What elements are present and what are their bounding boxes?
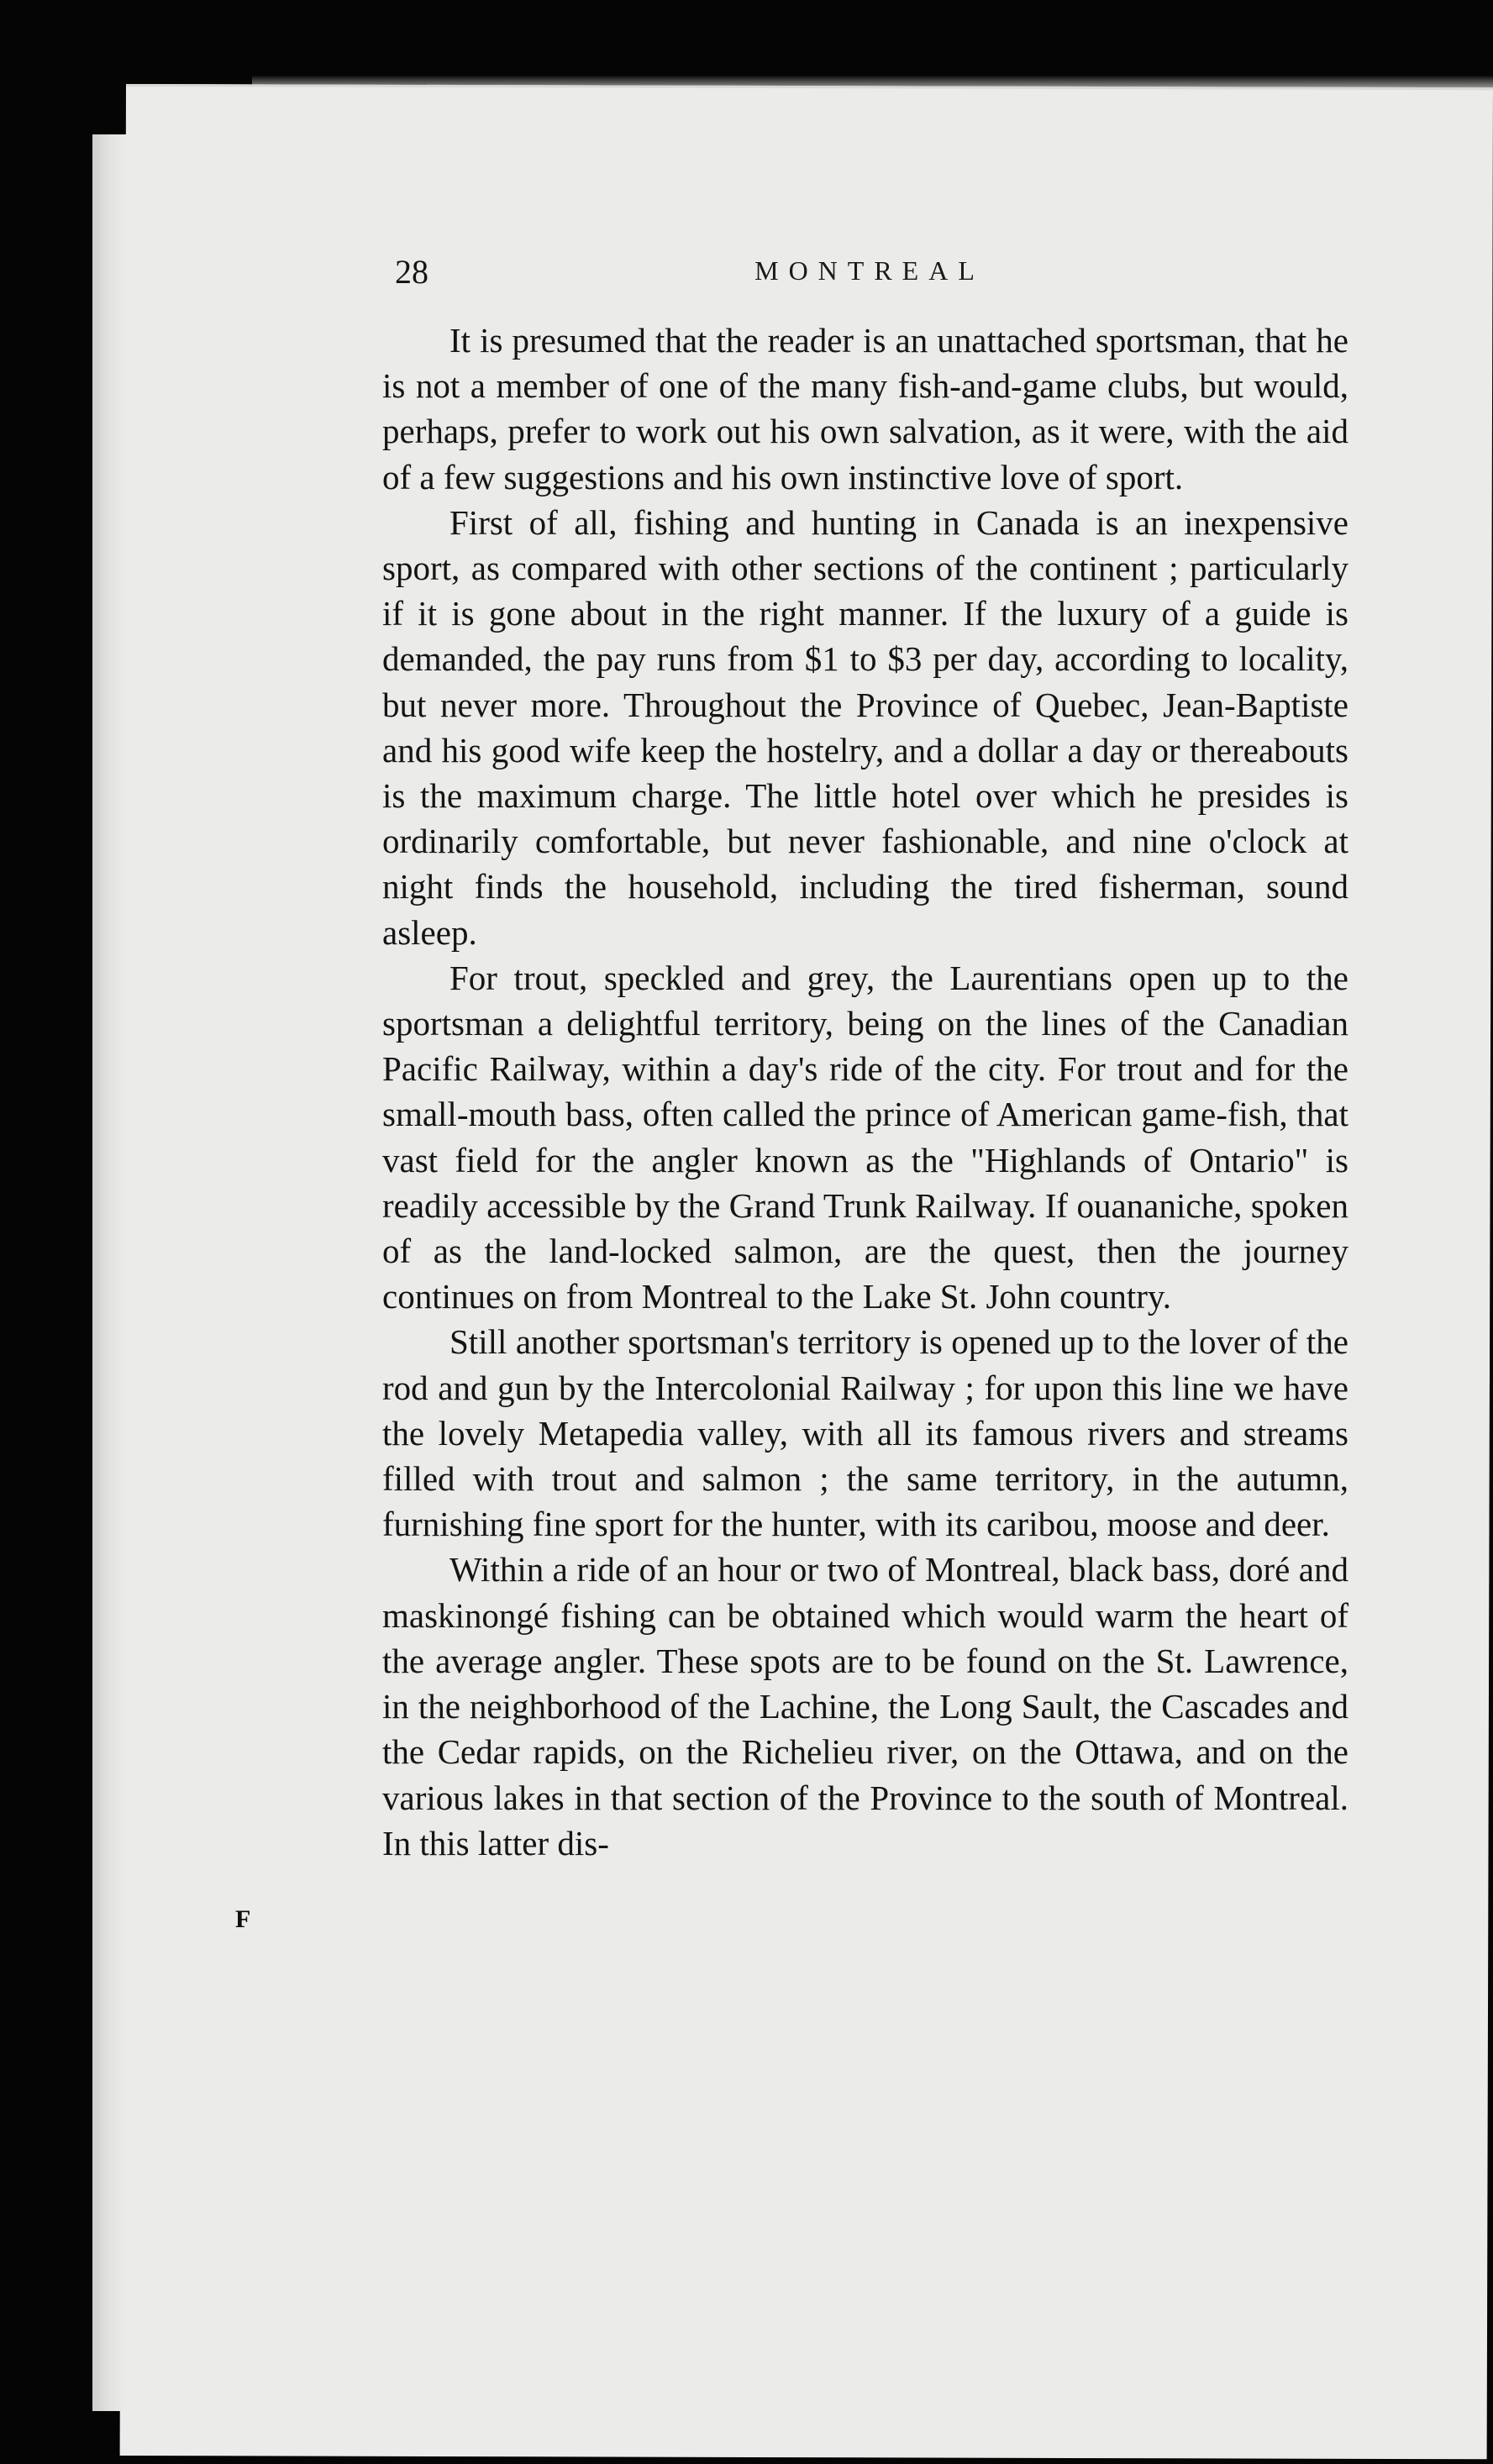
margin-mark: F bbox=[235, 1905, 251, 1933]
paragraph-4: Still another sportsman's territory is opened up to the lover of the rod and gun by the Intercolonial Railway ; for upon this line we have the lovely Metapedia valley, with all its famous rivers and streams filled with trout and salmon ; the same territory, in the autumn, furnishing fine sport for the hunter, with its caribou, moose and deer. bbox=[382, 1322, 1348, 1544]
paragraph-5: Within a ride of an hour or two of Montreal, black bass, doré and maskinongé fishing can be obtained which would warm the heart of the average angler. These spots are to be found on the St. Lawrence, in the neighborhood of the Lachine, the Long Sault, the Cascades and the Cedar rapids, on the Richelieu river, on the Ottawa, and on the various lakes in that section of the Province to the south of Montreal. In this latter dis- bbox=[382, 1550, 1348, 1862]
body-text bbox=[382, 318, 1348, 1866]
page-number: 28 bbox=[395, 253, 428, 291]
paragraph-3: For trout, speckled and grey, the Laurentians open up to the sportsman a delightful territory, being on the lines of the Canadian Pacific Railway, within a day's ride of the city. For trout and for the small-mouth bass, often called the prince of American game-fish, that vast field for the angler known as the "Highlands of Ontario" is readily accessible by the Grand Trunk Railway. If ouananiche, spoken of as the land-locked salmon, are the quest, then the journey continues on from Montreal to the Lake St. John country. bbox=[382, 958, 1348, 1316]
paragraph-2: First of all, fishing and hunting in Canada is an inexpensive sport, as compared with other sections of the continent ; particularly if it is gone about in the right manner. If the luxury of a guide is demanded, the pay runs from $1 to $3 per day, according to locality, but never more. Throughout the Province of Quebec, Jean-Baptiste and his good wife keep the hostelry, and a dollar a day or thereabouts is the maximum charge. The little hotel over which he presides is ordinarily comfortable, but never fashionable, and nine o'clock at night finds the household, including the tired fisherman, sound asleep. bbox=[382, 502, 1348, 952]
page-header bbox=[395, 252, 1344, 302]
page-binding-edge bbox=[92, 134, 126, 2411]
paragraph-1: It is presumed that the reader is an unattached sportsman, that he is not a member of one of the many fish-and-game clubs, but would, perhaps, prefer to work out his own salvation, as it were, with the aid of a few suggestions and his own instinctive love of sport. bbox=[382, 321, 1348, 496]
running-title: MONTREAL bbox=[754, 255, 985, 286]
